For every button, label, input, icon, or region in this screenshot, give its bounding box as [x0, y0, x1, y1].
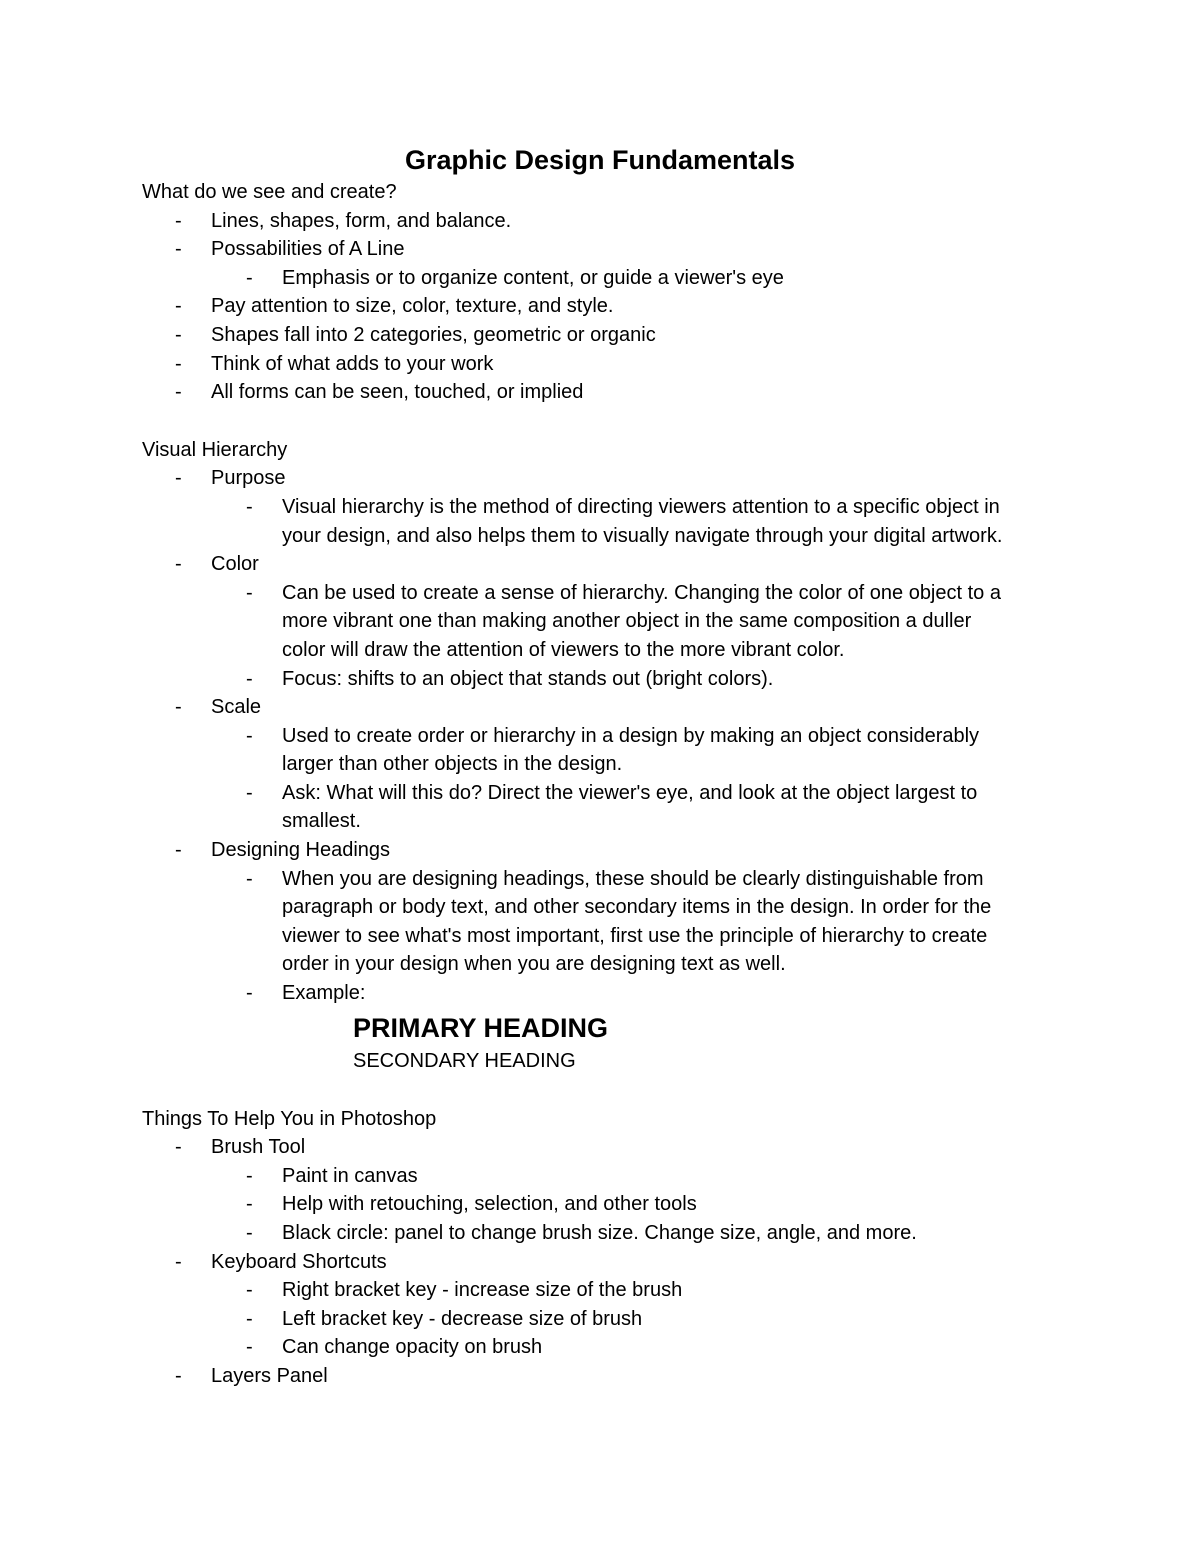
bullet-dash: - [246, 982, 253, 1005]
bullet-dash: - [246, 724, 253, 747]
bullet-dash: - [175, 1136, 182, 1159]
list-item-text: Visual hierarchy is the method of directing viewers attention to a specific object in [282, 495, 1000, 518]
list-item [142, 292, 1102, 321]
list-item-text: color will draw the attention of viewers to the more vibrant color. [282, 638, 845, 661]
bullet-dash: - [246, 1222, 253, 1244]
bullet-dash: - [175, 839, 182, 862]
bullet-dash: - [175, 553, 182, 576]
sub-list-item [142, 264, 1102, 293]
bullet-dash: - [175, 238, 182, 261]
list-item-text: Pay attention to size, color, texture, and style. [211, 295, 614, 318]
bullet-dash: - [175, 209, 182, 232]
bullet-dash: - [246, 1164, 253, 1187]
bullet-dash: - [175, 381, 182, 404]
list-item [142, 1133, 1102, 1162]
list-item-text: Example: [282, 982, 366, 1005]
sub-list-item [142, 865, 1102, 894]
list-item-text: Color [211, 553, 259, 576]
document-body [142, 178, 1102, 1391]
bullet-dash: - [246, 1193, 253, 1216]
list-item-text: larger than other objects in the design. [282, 753, 623, 776]
sub-list-item-continuation [142, 636, 1102, 665]
bullet-dash: - [175, 323, 182, 346]
sub-list-item [142, 722, 1102, 751]
sub-list-item [142, 779, 1102, 808]
list-item-text: Paint in canvas [282, 1164, 418, 1187]
list-item-text: smallest. [282, 810, 361, 833]
list-item [142, 693, 1102, 722]
sub-list-item [142, 579, 1102, 608]
list-item-text: Designing Headings [211, 839, 391, 862]
bullet-dash: - [246, 1336, 253, 1359]
list-item [142, 207, 1102, 236]
sub-list-item-continuation [142, 522, 1102, 551]
list-item-text: Can change opacity on brush [282, 1336, 543, 1359]
list-item-text: Left bracket key - decrease size of brush [282, 1307, 643, 1330]
list-item-text: Layers Panel [211, 1364, 328, 1387]
list-item-text: Brush Tool [211, 1136, 306, 1159]
list-item [142, 235, 1102, 264]
list-item-text: viewer to see what's most important, first use the principle of hierarchy to create [282, 924, 988, 947]
list-item-text: Ask: What will this do? Direct the viewer's eye, and look at the object largest to [282, 781, 978, 804]
bullet-dash: - [246, 266, 253, 289]
sub-list-item [142, 1333, 1102, 1362]
sub-list-item [142, 1190, 1102, 1219]
list-item-text: Focus: shifts to an object that stands out (bright colors). [282, 667, 774, 690]
section-heading: Things To Help You in Photoshop [142, 1107, 437, 1130]
list-item-text: paragraph or body text, and other secondary items in the design. In order for the [282, 896, 992, 919]
list-item-text: Possabilities of A Line [211, 238, 405, 261]
section-heading: Visual Hierarchy [142, 438, 288, 461]
list-item [142, 321, 1102, 350]
bullet-dash: - [246, 867, 253, 890]
list-item-text: When you are designing headings, these should be clearly distinguishable from [282, 867, 984, 890]
bullet-dash: - [175, 1364, 182, 1387]
sub-list-item-continuation [142, 607, 1102, 636]
sub-list-item [142, 1305, 1102, 1334]
list-item [142, 350, 1102, 379]
sub-list-item [142, 493, 1102, 522]
list-item [142, 550, 1102, 579]
list-item-text: Purpose [211, 467, 286, 490]
list-item-text: Used to create order or hierarchy in a design by making an object considerably [282, 724, 980, 747]
bullet-dash: - [246, 1307, 253, 1330]
sub-list-item [142, 1276, 1102, 1305]
bullet-dash: - [246, 1279, 253, 1302]
list-item-text: Can be used to create a sense of hierarchy. Changing the color of one object to a [282, 581, 1001, 604]
list-item [142, 836, 1102, 865]
list-item [142, 464, 1102, 493]
bullet-dash: - [175, 295, 182, 318]
bullet-dash: - [246, 781, 253, 804]
bullet-dash: - [246, 495, 253, 518]
list-item-text: Scale [211, 696, 262, 719]
list-item-text: Emphasis or to organize content, or guide a viewer's eye [282, 266, 784, 289]
example-primary-heading: PRIMARY HEADING [353, 1012, 609, 1043]
bullet-dash: - [175, 1250, 182, 1273]
list-item [142, 378, 1102, 407]
list-item [142, 1248, 1102, 1277]
sub-list-item-continuation [142, 950, 1102, 979]
list-item-text: Black circle: panel to change brush size. Change size, angle, and more. [282, 1222, 917, 1244]
list-item [142, 1362, 1102, 1391]
list-item-text: Think of what adds to your work [211, 352, 494, 375]
bullet-dash: - [246, 667, 253, 690]
list-item-text: Keyboard Shortcuts [211, 1250, 387, 1273]
sub-list-item-continuation [142, 893, 1102, 922]
sub-list-item [142, 665, 1102, 694]
list-item-text: your design, and also helps them to visually navigate through your digital artwork. [282, 524, 1003, 547]
sub-list-item-continuation [142, 807, 1102, 836]
section-heading: What do we see and create? [142, 181, 397, 203]
example-secondary-heading: SECONDARY HEADING [353, 1049, 576, 1072]
sub-list-item [142, 1219, 1102, 1248]
paragraph-gap [142, 1076, 1102, 1105]
bullet-dash: - [175, 696, 182, 719]
sub-list-item-continuation [142, 750, 1102, 779]
list-item-text: Lines, shapes, form, and balance. [211, 209, 512, 232]
sub-list-item [142, 979, 1102, 1008]
bullet-dash: - [246, 581, 253, 604]
list-item-text: order in your design when you are designing text as well. [282, 953, 786, 976]
sub-list-item-continuation [142, 922, 1102, 951]
list-item-text: more vibrant one than making another object in the same composition a duller [282, 610, 972, 633]
bullet-dash: - [175, 352, 182, 375]
list-item-text: Right bracket key - increase size of the brush [282, 1279, 683, 1302]
list-item-text: All forms can be seen, touched, or implied [211, 381, 584, 404]
sub-list-item [142, 1162, 1102, 1191]
document-title: Graphic Design Fundamentals [404, 145, 796, 175]
paragraph-gap [142, 407, 1102, 436]
bullet-dash: - [175, 467, 182, 490]
list-item-text: Shapes fall into 2 categories, geometric or organic [211, 323, 656, 346]
list-item-text: Help with retouching, selection, and other tools [282, 1193, 697, 1216]
